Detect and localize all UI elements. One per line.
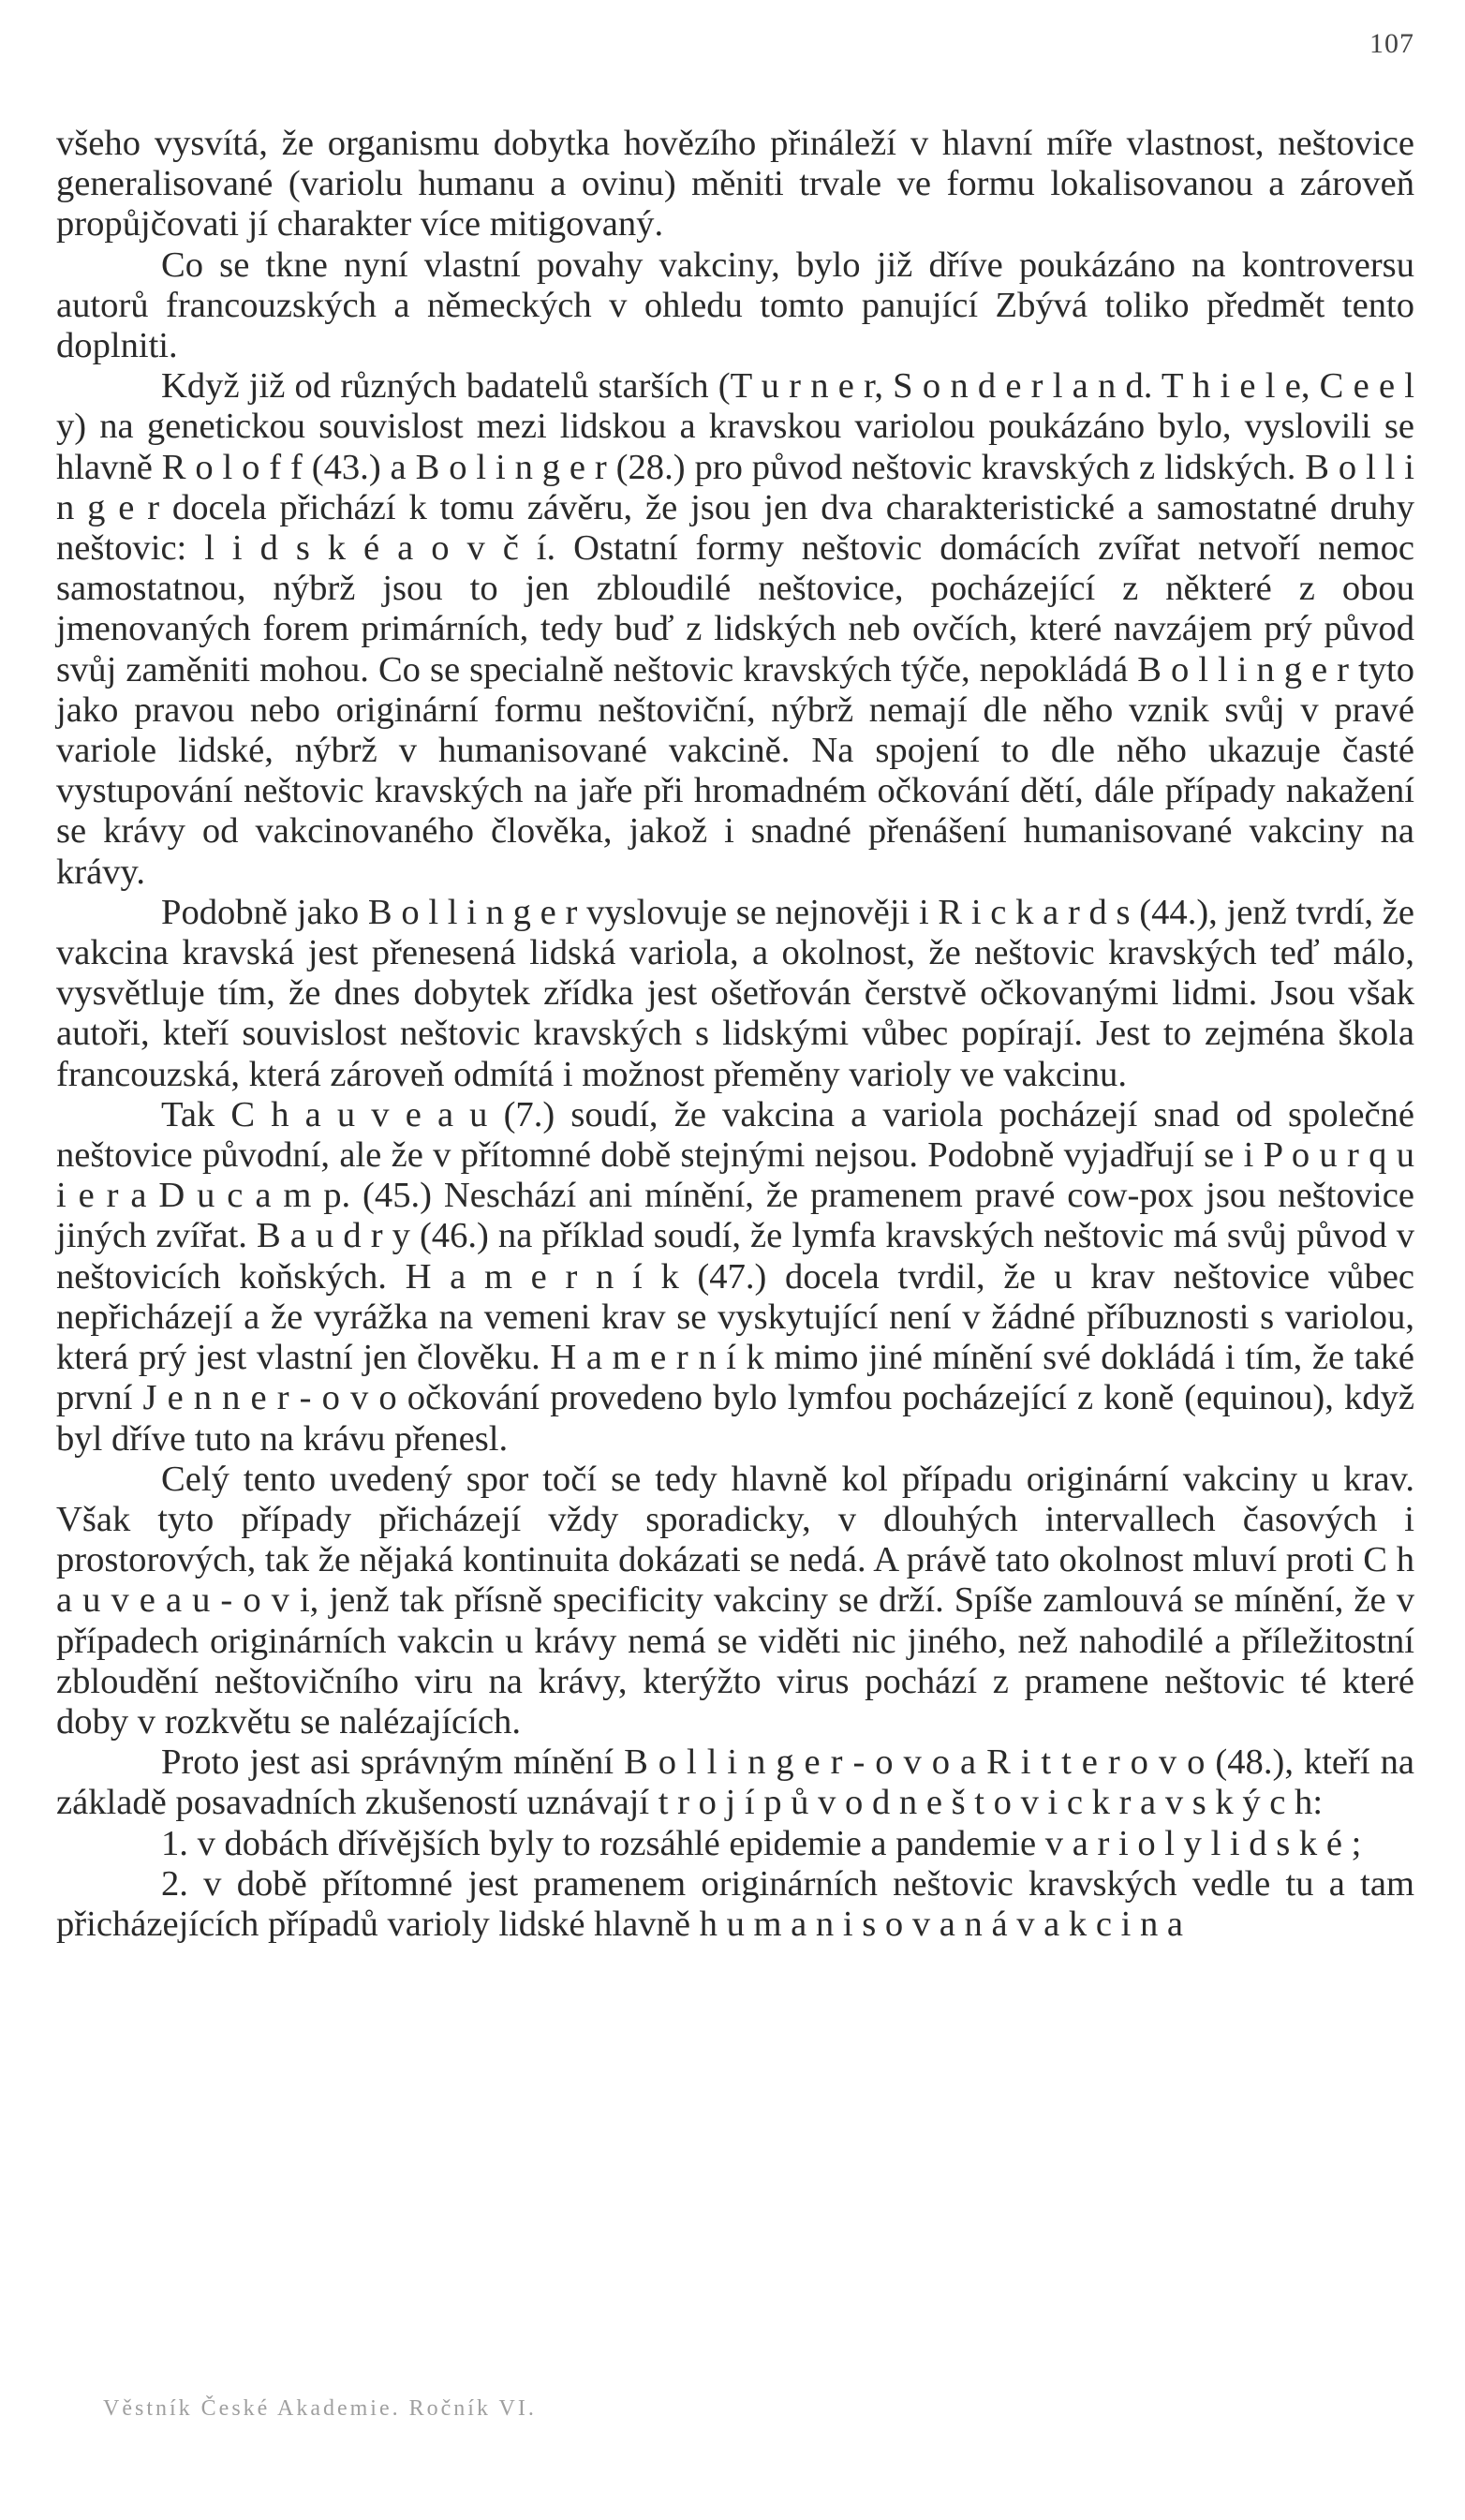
list-item-1: 1. v dobách dřívějších byly to rozsáhlé epidemie a pandemie v a r i o l y l i d s k é ; xyxy=(161,1823,1362,1863)
paragraph-1: všeho vysvítá, že organismu dobytka hovězího přináleží v hlavní míře vlastnost, neštovice generalisované (variolu humanu a ovinu) měniti trvale ve formu lokalisovanou a zároveň propůjčovati jí charakter více mitigovaný. xyxy=(56,124,1414,245)
page-number: 107 xyxy=(1369,28,1414,59)
paragraph-3: Když již od různých badatelů starších (T u r n e r, S o n d e r l a n d. T h i e l e, C e e l y) na genetickou souvislost mezi lidskou a kravskou variolou poukázáno bylo, vyslovili se hlavně R o l o f f (43.) a B o l i n g e r (28.) pro původ neštovic kravských z lidských. B o l l i n g e r docela přichází k tomu závěru, že jsou jen dva charakteristické a samostatné druhy neštovic: l i d s k é a o v č í. Ostatní formy neštovic domácích zvířat netvoří nemoc samostatnou, nýbrž jsou to jen zbloudilé neštovice, pocházející z některé z obou jmenovaných forem primárních, tedy buď z lidských neb ovčích, které navzájem prý původ svůj zaměniti mohou. Co se specialně neštovic kravských týče, nepokládá B o l l i n g e r tyto jako pravou nebo originární formu neštoviční, nýbrž nemají dle něho vznik svůj v pravé variole lidské, nýbrž v humanisované vakcině. Na spojení to dle něho ukazuje časté vystupování neštovic kravských na jaře při hromadném očkování dětí, dále případy nakažení se krávy od vakcinovaného člověka, jakož i snadné přenášení humanisované vakciny na krávy. xyxy=(56,366,1414,892)
page-footer: Věstník České Akademie. Ročník VI. xyxy=(103,2396,537,2421)
paragraph-7: Proto jest asi správným mínění B o l l i n g e r - o v o a R i t t e r o v o (48.), kteří na základě posavadních zkušeností uznávají t r o j í p ů v o d n e š t o v i c k r a v s k ý c h: xyxy=(56,1742,1414,1823)
paragraph-6: Celý tento uvedený spor točí se tedy hlavně kol případu originární vakciny u krav. Však tyto případy přicházejí vždy sporadicky, v dlouhých intervallech časových i prostorových, tak že nějaká kontinuita dokázati se nedá. A právě tato okolnost mluví proti C h a u v e a u - o v i, jenž tak přísně specificity vakciny se drží. Spíše zamlouvá se mínění, že v případech originárních vakcin u krávy nemá se viděti nic jiného, než nahodilé a příležitostní zbloudění neštovičního viru na krávy, kterýžto virus pochází z pramene neštovic té které doby v rozkvětu se nalézajících. xyxy=(56,1459,1414,1742)
list-item-2: 2. v době přítomné jest pramenem originárních neštovic kravských vedle tu a tam přicházejících případů varioly lidské hlavně h u m a n i s o v a n á v a k c i n a xyxy=(56,1863,1414,1944)
paragraph-4: Podobně jako B o l l i n g e r vyslovuje se nejnověji i R i c k a r d s (44.), jenž tvrdí, že vakcina kravská jest přenesená lidská variola, a okolnost, že neštovic kravských teď málo, vysvětluje tím, že dnes dobytek zřídka jest ošetřován čerstvě očkovanými lidmi. Jsou však autoři, kteří souvislost neštovic kravských s lidskými vůbec popírají. Jest to zejména škola francouzská, která zároveň odmítá i možnost přeměny varioly ve vakcinu. xyxy=(56,892,1414,1094)
paragraph-2: Co se tkne nyní vlastní povahy vakciny, bylo již dříve poukázáno na kontroversu autorů francouzských a německých v ohledu tomto panující Zbývá toliko předmět tento doplniti. xyxy=(56,245,1414,366)
body-text xyxy=(56,124,1414,1945)
document-page xyxy=(56,0,1414,2520)
paragraph-5: Tak C h a u v e a u (7.) soudí, že vakcina a variola pocházejí snad od společné neštovice původní, ale že v přítomné době stejnými nejsou. Podobně vyjadřují se i P o u r q u i e r a D u c a m p. (45.) Neschází ani mínění, že pramenem pravé cow-pox jsou neštovice jiných zvířat. B a u d r y (46.) na příklad soudí, že lymfa kravských neštovic má svůj původ v neštovicích koňských. H a m e r n í k (47.) docela tvrdil, že u krav neštovice vůbec nepřicházejí a že vyrážka na vemeni krav se vyskytující není v žádné příbuznosti s variolou, která prý jest vlastní jen člověku. H a m e r n í k mimo jiné mínění své dokládá i tím, že také první J e n n e r - o v o očkování provedeno bylo lymfou pocházející z koně (equinou), když byl dříve tuto na krávu přenesl. xyxy=(56,1094,1414,1459)
